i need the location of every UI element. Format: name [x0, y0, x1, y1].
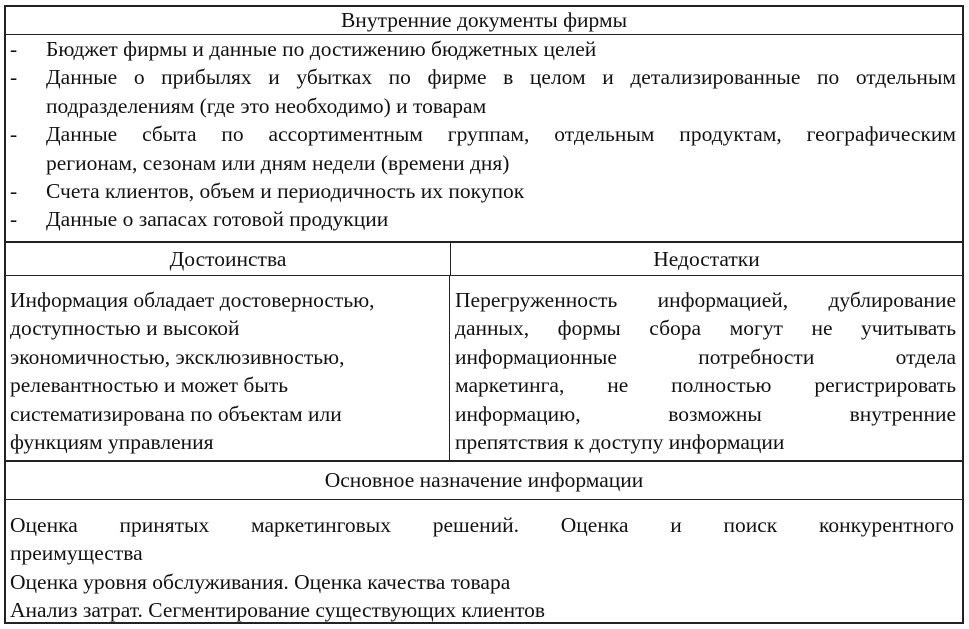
source-text: Счета клиентов, объем и периодичность их покупок: [46, 179, 525, 204]
advantages-line: доступностью и высокой: [10, 316, 240, 341]
document-table: [4, 5, 964, 624]
source-text: подразделениям (где это необходимо) и товарам: [46, 93, 487, 118]
advantages-line: Информация обладает достоверностью,: [10, 288, 375, 312]
source-text: Данные о запасах готовой продукции: [46, 207, 389, 232]
advantages-cell: [6, 276, 450, 460]
table-title: Внутренние документы фирмы: [6, 7, 962, 35]
pros-cons-header-row: [6, 243, 962, 276]
purpose-header: Основное назначение информации: [6, 462, 962, 500]
advantages-line: функциям управления: [10, 430, 214, 455]
pros-cons-body-row: [6, 276, 962, 462]
purpose-body: [6, 500, 962, 622]
bullet-dash: -: [10, 179, 18, 204]
purpose-line: Анализ затрат. Сегментирование существующих клиентов: [10, 598, 546, 623]
disadvantages-line: информацию, возможны внутренние: [455, 401, 956, 426]
disadvantages-cell: [451, 276, 962, 460]
bullet-dash: -: [10, 122, 18, 147]
source-text: Данные о прибылях и убытках по фирме в целом и детализированные по отдельным: [46, 65, 956, 90]
list-item: [6, 63, 962, 120]
disadvantages-line: Перегруженность информацией, дублирование: [455, 288, 956, 312]
sources-list: [6, 35, 962, 243]
list-item: [6, 205, 962, 233]
advantages-header: Достоинства: [6, 243, 451, 275]
advantages-line: релевантностью и может быть: [10, 373, 289, 398]
advantages-line: экономичностью, эксклюзивностью,: [10, 344, 345, 369]
purpose-line: преимущества: [10, 541, 143, 566]
source-text: Бюджет фирмы и данные по достижению бюджетных целей: [46, 37, 597, 61]
bullet-dash: -: [10, 65, 18, 90]
disadvantages-line: данных, формы сбора могут не учитывать: [455, 316, 956, 341]
disadvantages-line: маркетинга, не полностью регистрировать: [455, 373, 956, 398]
purpose-line: Оценка принятых маркетинговых решений. Оценка и поиск конкурентного: [10, 513, 954, 537]
purpose-line: Оценка уровня обслуживания. Оценка качества товара: [10, 569, 511, 594]
bullet-dash: -: [10, 207, 18, 232]
bullet-dash: -: [10, 37, 18, 61]
advantages-line: систематизирована по объектам или: [10, 401, 342, 426]
disadvantages-line: информационные потребности отдела: [455, 344, 956, 369]
list-item: [6, 177, 962, 205]
list-item: [6, 120, 962, 177]
disadvantages-line: препятствия к доступу информации: [455, 430, 785, 455]
source-text: Данные сбыта по ассортиментным группам, отдельным продуктам, географическим: [46, 122, 956, 147]
source-text: регионам, сезонам или дням недели (времени дня): [46, 150, 510, 175]
list-item: [6, 35, 962, 63]
disadvantages-header: Недостатки: [653, 247, 760, 271]
